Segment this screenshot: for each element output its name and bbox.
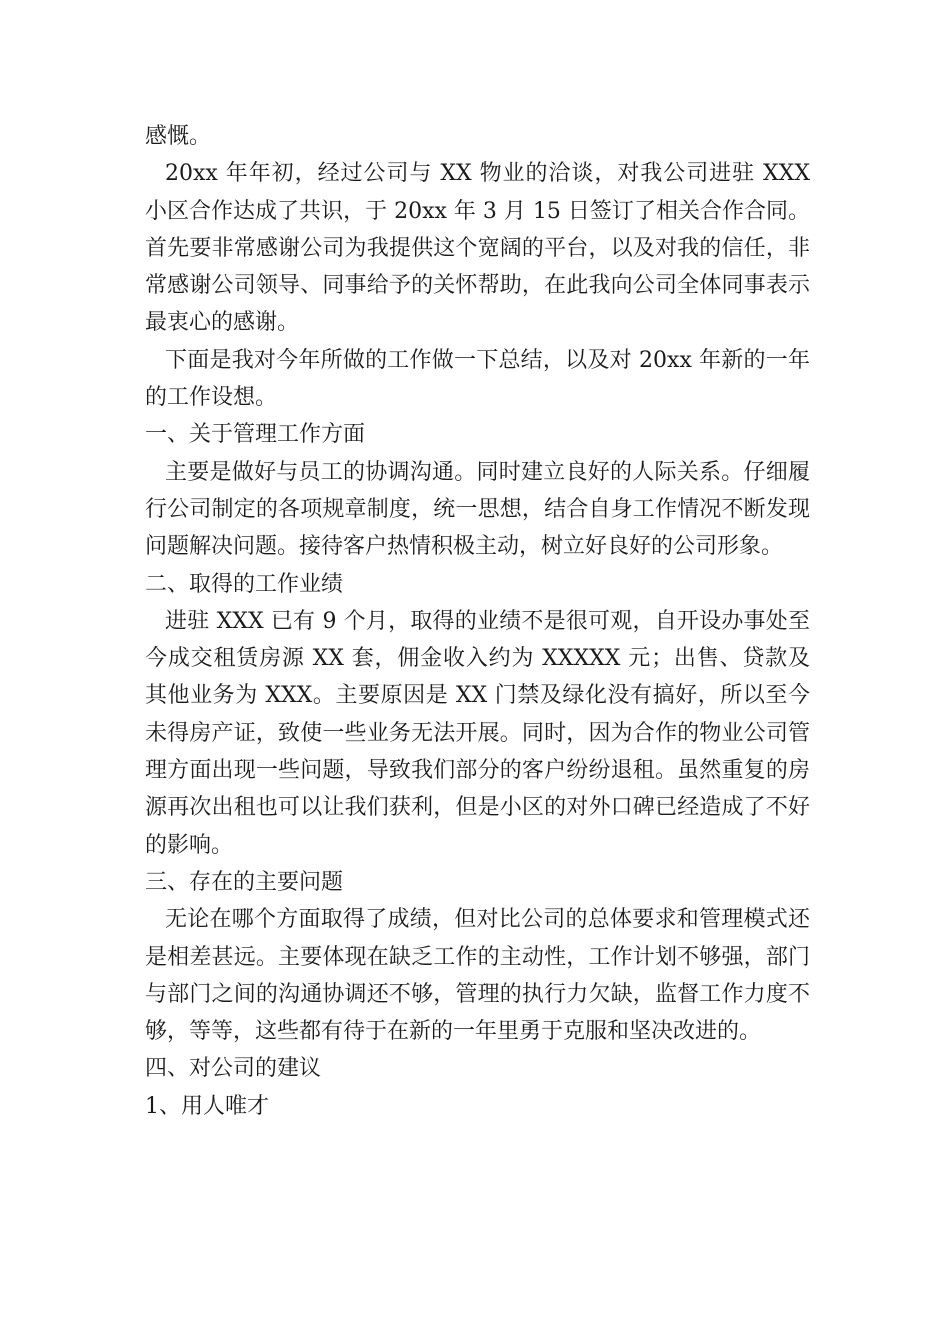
paragraph-summary-intro: 下面是我对今年所做的工作做一下总结，以及对 20xx 年新的一年的工作设想。 [145, 347, 810, 411]
paragraph-management: 主要是做好与员工的协调沟通。同时建立良好的人际关系。仔细履行公司制定的各项规章制度，统一思想，结合自身工作情况不断发现问题解决问题。接待客户热情积极主动，树立好良好的公司形象。 [145, 459, 810, 560]
section-heading-suggestions: 四、对公司的建议 [145, 1056, 322, 1082]
paragraph-achievements: 进驻 XXX 已有 9 个月，取得的业绩不是很可观，自开设办事处至今成交租赁房源 XX 套，佣金收入约为 XXXXX 元；出售、贷款及其他业务为 XXX。主要原因是 XX 门禁及绿化没有搞好，所以至今未得房产证，致使一些业务无法开展。同时，因为合作的物业公司管理方面出现一些问题，导致我们部分的客户纷纷退租。虽然重复的房源再次出租也可以让我们获利，但是小区的对外口碑已经造成了不好的影响。 [145, 608, 810, 858]
section-heading-problems: 三、存在的主要问题 [145, 869, 344, 895]
section-heading-achievements: 二、取得的工作业绩 [145, 571, 344, 597]
paragraph-continued: 感慨。 [145, 124, 212, 149]
paragraph-problems: 无论在哪个方面取得了成绩，但对比公司的总体要求和管理模式还是相差甚远。主要体现在缺乏工作的主动性，工作计划不够强，部门与部门之间的沟通协调还不够，管理的执行力欠缺，监督工作力度不够，等等，这些都有待于在新的一年里勇于克服和坚决改进的。 [145, 907, 810, 1045]
subsection-heading-talent: 1、用人唯才 [145, 1093, 269, 1119]
section-heading-management: 一、关于管理工作方面 [145, 422, 366, 448]
document-body [145, 118, 810, 1125]
paragraph-intro: 20xx 年年初，经过公司与 XX 物业的洽谈，对我公司进驻 XXX 小区合作达成了共识，于 20xx 年 3 月 15 日签订了相关合作合同。首先要非常感谢公司为我提供这个宽阔的平台，以及对我的信任，非常感谢公司领导、同事给予的关怀帮助，在此我向公司全体同事表示最衷心的感谢。 [145, 161, 810, 336]
